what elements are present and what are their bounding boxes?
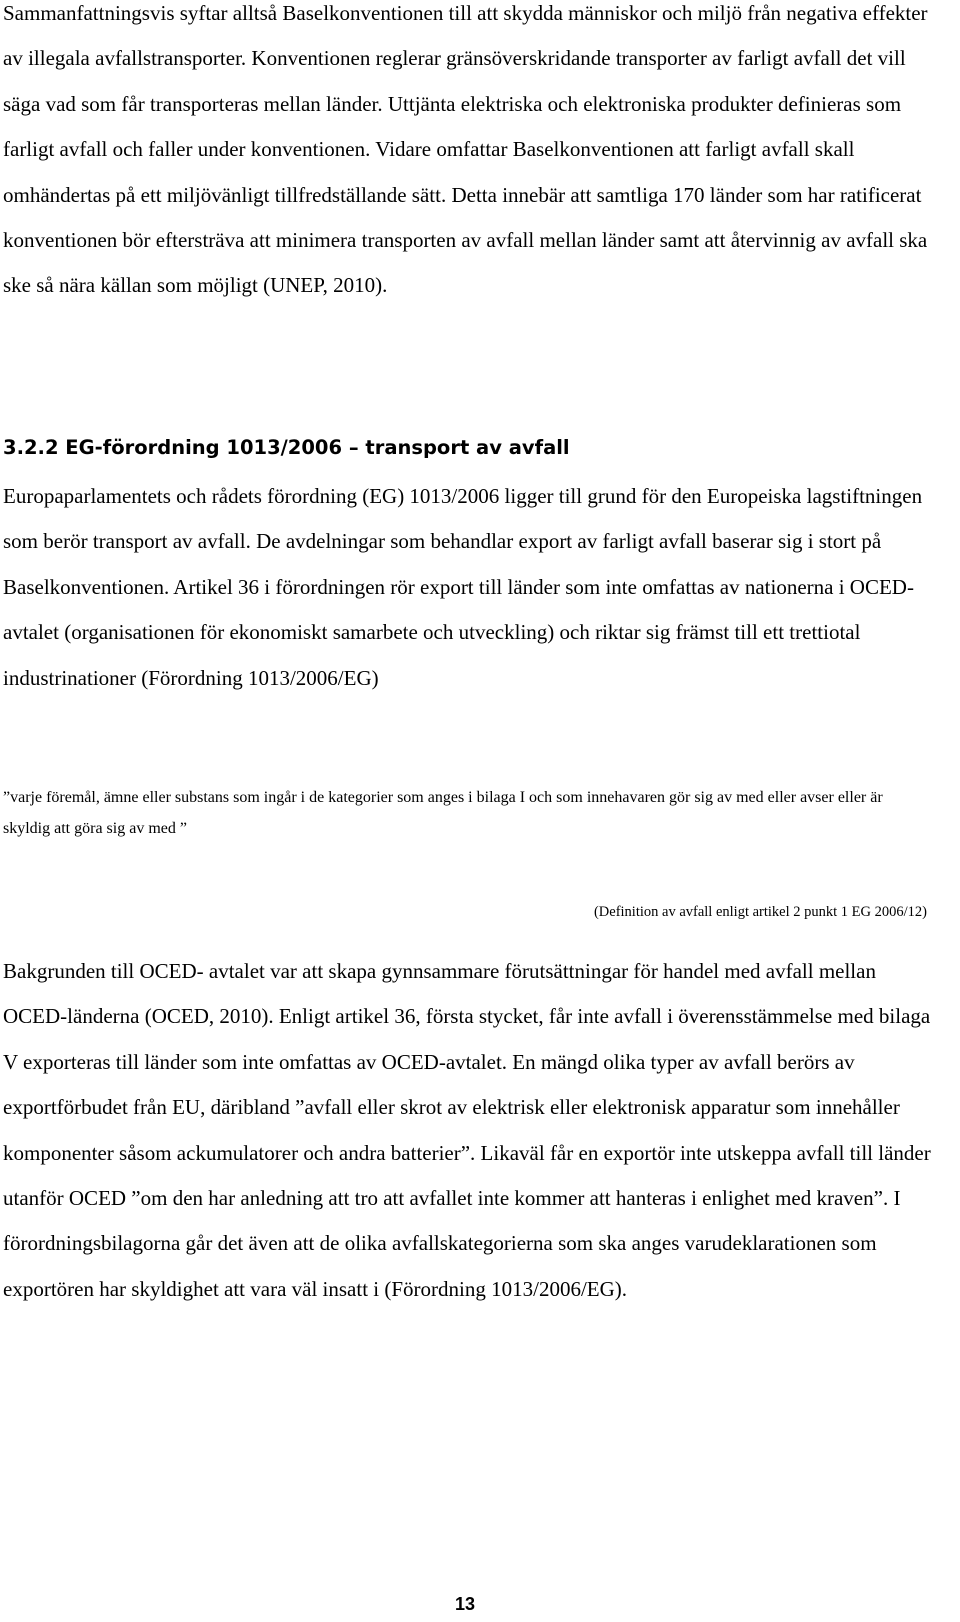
block-quote-definition: ”varje föremål, ämne eller substans som ingår i de kategorier som anges i bilaga I och som innehavaren gör sig av med eller avser eller är skyldig att göra sig av med ”	[3, 789, 883, 837]
quote-source: (Definition av avfall enligt artikel 2 punkt 1 EG 2006/12)	[593, 904, 927, 920]
paragraph-basel-summary: Sammanfattningsvis syftar alltså Baselkonventionen till att skydda människor och miljö från negativa effekter av illegala avfallstransporter. Konventionen reglerar gränsöverskridande transporter av farligt avfall det vill säga vad som får transporteras mellan länder. Uttjänta elektriska och elektroniska produkter definieras som farligt avfall och faller under konventionen. Vidare omfattar Baselkonventionen att farligt avfall skall omhändertas på ett miljövänligt tillfredställande sätt. Detta innebär att samtliga 170 länder som har ratificerat konventionen bör eftersträva att minimera transporten av avfall mellan länder samt att återvinnig av avfall ska ske så nära källan som möjligt (UNEP, 2010).	[3, 1, 928, 298]
page-number: 13	[454, 1594, 476, 1614]
paragraph-oced-background: Bakgrunden till OCED- avtalet var att skapa gynnsammare förutsättningar för handel med avfall mellan OCED-länderna (OCED, 2010). Enligt artikel 36, första stycket, får inte avfall i överensstämmelse med bilaga V exporteras till länder som inte omfattas av OCED-avtalet. En mängd olika typer av avfall berörs av exportförbudet från EU, däribland ”avfall eller skrot av elektrisk eller elektronisk apparatur som innehåller komponenter såsom ackumulatorer och andra batterier”. Likaväl får en exportör inte utskeppa avfall till länder utanför OCED ”om den har anledning att tro att avfallet inte kommer att hanteras i enlighet med kraven”. I förordningsbilagorna går det även att de olika avfallskategorierna som ska anges varudeklarationen som exportören har skyldighet att vara väl insatt i (Förordning 1013/2006/EG).	[3, 959, 931, 1301]
paragraph-eg-regulation: Europaparlamentets och rådets förordning (EG) 1013/2006 ligger till grund för den Europeiska lagstiftningen som berör transport av avfall. De avdelningar som behandlar export av farligt avfall baserar sig i stort på Baselkonventionen. Artikel 36 i förordningen rör export till länder som inte omfattas av nationerna i OCED- avtalet (organisationen för ekonomiskt samarbete och utveckling) och riktar sig främst till ett trettiotal industrinationer (Förordning 1013/2006/EG)	[3, 484, 923, 690]
section-heading: 3.2.2 EG-förordning 1013/2006 – transport av avfall	[3, 436, 570, 459]
